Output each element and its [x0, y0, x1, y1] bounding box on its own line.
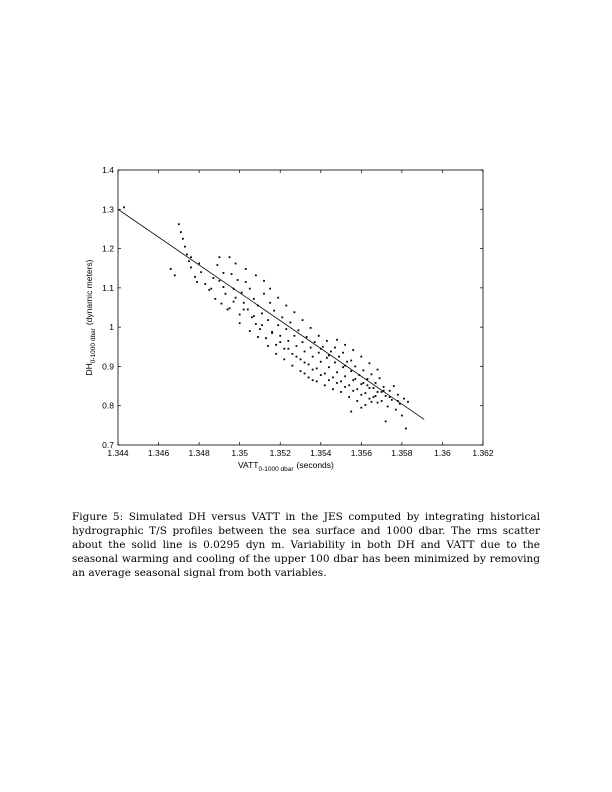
data-point: [287, 340, 289, 342]
data-point: [218, 256, 220, 258]
data-point: [245, 281, 247, 283]
data-point: [300, 370, 302, 372]
data-point: [383, 386, 385, 388]
data-point: [369, 398, 371, 400]
data-point: [212, 277, 214, 279]
data-point: [336, 371, 338, 373]
data-point: [354, 378, 356, 380]
x-axis-label-main: VATT: [238, 460, 259, 470]
data-point: [375, 395, 377, 397]
data-point: [340, 380, 342, 382]
data-point: [395, 409, 397, 411]
data-point: [233, 301, 235, 303]
data-point: [174, 274, 176, 276]
data-point: [352, 379, 354, 381]
data-point: [348, 396, 350, 398]
data-point: [279, 335, 281, 337]
data-point: [218, 280, 220, 282]
data-point: [371, 373, 373, 375]
data-point: [360, 407, 362, 409]
data-point: [367, 384, 369, 386]
data-point: [381, 400, 383, 402]
data-point: [296, 345, 298, 347]
data-point: [344, 375, 346, 377]
data-point: [381, 391, 383, 393]
data-point: [308, 364, 310, 366]
data-point: [283, 358, 285, 360]
data-point: [362, 369, 364, 371]
x-tick-label: 1.348: [188, 448, 210, 458]
data-point: [178, 223, 180, 225]
data-point: [354, 366, 356, 368]
data-point: [310, 347, 312, 349]
data-point: [285, 328, 287, 330]
data-point: [281, 316, 283, 318]
data-point: [393, 385, 395, 387]
y-tick-label: 0.9: [102, 361, 114, 372]
data-point: [377, 369, 379, 371]
data-point: [223, 272, 225, 274]
data-point: [304, 373, 306, 375]
data-point: [360, 383, 362, 385]
data-point: [180, 231, 182, 233]
axis-ticks: [102, 165, 494, 458]
data-point: [385, 395, 387, 397]
data-point: [273, 310, 275, 312]
data-point: [332, 388, 334, 390]
data-point: [324, 373, 326, 375]
data-point: [342, 366, 344, 368]
data-point: [291, 365, 293, 367]
data-point: [251, 316, 253, 318]
data-point: [318, 352, 320, 354]
data-point: [312, 379, 314, 381]
data-point: [263, 293, 265, 295]
data-point: [401, 415, 403, 417]
x-tick-label: 1.344: [107, 448, 129, 458]
data-point: [239, 314, 241, 316]
x-tick-label: 1.346: [147, 448, 170, 458]
data-point: [344, 344, 346, 346]
x-axis-label-unit: (seconds): [296, 460, 334, 470]
y-axis-label-sub: 0-1000 dbar: [90, 328, 97, 364]
data-point: [302, 341, 304, 343]
y-axis-label: [84, 259, 97, 375]
x-tick-label: 1.362: [472, 448, 494, 458]
data-point: [350, 360, 352, 362]
data-point: [312, 356, 314, 358]
data-point: [379, 377, 381, 379]
data-point: [397, 394, 399, 396]
data-point: [403, 398, 405, 400]
data-point: [312, 369, 314, 371]
x-tick-label: 1.354: [310, 448, 332, 458]
data-point: [356, 388, 358, 390]
data-point: [249, 288, 251, 290]
y-tick-label: 1: [109, 322, 114, 333]
data-point: [377, 402, 379, 404]
data-point: [243, 309, 245, 311]
y-tick-label: 1.1: [102, 282, 114, 293]
data-point: [182, 238, 184, 240]
data-point: [320, 361, 322, 363]
data-point: [375, 382, 377, 384]
data-point: [348, 384, 350, 386]
data-point: [328, 366, 330, 368]
data-point: [300, 358, 302, 360]
y-axis-label-main: DH: [84, 363, 94, 376]
data-point: [210, 288, 212, 290]
data-point: [389, 390, 391, 392]
data-point: [271, 332, 273, 334]
data-point: [229, 256, 231, 258]
data-point: [188, 260, 190, 262]
data-point: [306, 336, 308, 338]
data-point: [324, 384, 326, 386]
data-point: [259, 328, 261, 330]
data-point: [255, 274, 257, 276]
data-point: [316, 380, 318, 382]
data-point: [332, 377, 334, 379]
data-point: [352, 349, 354, 351]
data-point: [279, 341, 281, 343]
data-point: [322, 346, 324, 348]
data-point: [371, 401, 373, 403]
data-point: [346, 361, 348, 363]
x-tick-label: 1.36: [434, 448, 451, 458]
data-point: [336, 382, 338, 384]
data-point: [196, 281, 198, 283]
data-point: [344, 386, 346, 388]
data-point: [261, 312, 263, 314]
data-point: [287, 348, 289, 350]
data-point: [391, 399, 393, 401]
data-point: [334, 347, 336, 349]
data-point: [243, 302, 245, 304]
y-tick-label: 1.2: [102, 243, 114, 254]
data-point: [377, 391, 379, 393]
data-point: [310, 327, 312, 329]
data-point: [326, 357, 328, 359]
data-point: [235, 297, 237, 299]
data-point: [294, 311, 296, 313]
data-point: [237, 279, 239, 281]
data-point: [405, 428, 407, 430]
data-point: [369, 387, 371, 389]
data-point: [275, 353, 277, 355]
x-tick-label: 1.358: [391, 448, 413, 458]
data-point: [229, 307, 231, 309]
data-point: [190, 267, 192, 269]
data-point: [364, 392, 366, 394]
x-axis-label-sub: 0-1000 dbar: [258, 466, 294, 473]
data-point: [123, 206, 125, 208]
data-point: [269, 288, 271, 290]
data-point: [235, 263, 237, 265]
data-point: [267, 319, 269, 321]
data-point: [334, 362, 336, 364]
data-point: [231, 273, 233, 275]
data-point: [247, 309, 249, 311]
data-point: [373, 396, 375, 398]
data-point: [369, 362, 371, 364]
data-point: [342, 352, 344, 354]
figure-caption: [72, 510, 540, 580]
data-point: [223, 286, 225, 288]
data-point: [184, 246, 186, 248]
data-point: [261, 324, 263, 326]
data-point: [356, 400, 358, 402]
data-point: [350, 411, 352, 413]
data-point: [227, 309, 229, 311]
x-tick-label: 1.356: [350, 448, 372, 458]
data-point: [263, 280, 265, 282]
data-point: [340, 391, 342, 393]
y-axis-label-unit: (dynamic meters): [84, 259, 94, 326]
data-point: [245, 268, 247, 270]
data-point: [373, 387, 375, 389]
data-point: [350, 370, 352, 372]
data-point: [328, 379, 330, 381]
data-point: [265, 337, 267, 339]
data-point: [296, 356, 298, 358]
data-point: [318, 335, 320, 337]
data-point: [360, 394, 362, 396]
data-point: [360, 356, 362, 358]
data-point: [289, 322, 291, 324]
y-tick-label: 1.4: [102, 165, 114, 175]
data-point: [255, 323, 257, 325]
data-point: [298, 329, 300, 331]
data-point: [249, 330, 251, 332]
data-point: [170, 268, 172, 270]
y-tick-label: 0.8: [102, 400, 114, 411]
data-point: [241, 292, 243, 294]
data-point: [186, 254, 188, 256]
data-point: [190, 256, 192, 258]
y-tick-label: 0.7: [102, 440, 114, 450]
data-point: [336, 339, 338, 341]
data-point: [320, 374, 322, 376]
data-point: [194, 276, 196, 278]
fit-line: [118, 209, 424, 419]
data-point: [283, 348, 285, 350]
data-point: [225, 293, 227, 295]
data-point: [352, 390, 354, 392]
x-tick-label: 1.35: [231, 448, 248, 458]
data-point: [257, 336, 259, 338]
data-point: [216, 264, 218, 266]
data-point: [200, 271, 202, 273]
data-point: [239, 322, 241, 324]
data-point: [221, 303, 223, 305]
data-point: [407, 401, 409, 403]
x-axis-label: [238, 460, 334, 473]
data-point: [275, 344, 277, 346]
caption-text: Simulated DH versus VATT in the JES computed by integrating historical hydrographic T/S profiles between the sea surface and 1000 dbar. The rms scatter about the solid line is 0.0295 dyn m. Variability in both DH and VATT due to the seasonal warming and cooling of the upper 100 dbar has been minimized by removing an average seasonal signal from both variables.: [72, 511, 541, 579]
data-point: [269, 302, 271, 304]
figure-label: Figure 5:: [72, 511, 124, 523]
data-point: [316, 367, 318, 369]
data-point: [253, 298, 255, 300]
data-point: [267, 345, 269, 347]
data-point: [214, 298, 216, 300]
data-point: [364, 404, 366, 406]
data-point: [302, 319, 304, 321]
data-point: [277, 297, 279, 299]
data-point: [208, 289, 210, 291]
data-point: [291, 353, 293, 355]
data-point: [204, 283, 206, 285]
data-point: [277, 324, 279, 326]
data-point: [304, 362, 306, 364]
data-point: [314, 341, 316, 343]
data-points: [123, 206, 409, 429]
data-point: [253, 315, 255, 317]
data-point: [285, 305, 287, 307]
y-tick-label: 1.3: [102, 204, 114, 215]
data-point: [308, 377, 310, 379]
data-point: [330, 351, 332, 353]
data-point: [338, 356, 340, 358]
data-point: [387, 406, 389, 408]
x-tick-label: 1.352: [269, 448, 291, 458]
data-point: [385, 421, 387, 423]
data-point: [294, 335, 296, 337]
data-point: [326, 340, 328, 342]
data-point: [362, 382, 364, 384]
plot-area: [118, 170, 483, 445]
data-point: [304, 351, 306, 353]
